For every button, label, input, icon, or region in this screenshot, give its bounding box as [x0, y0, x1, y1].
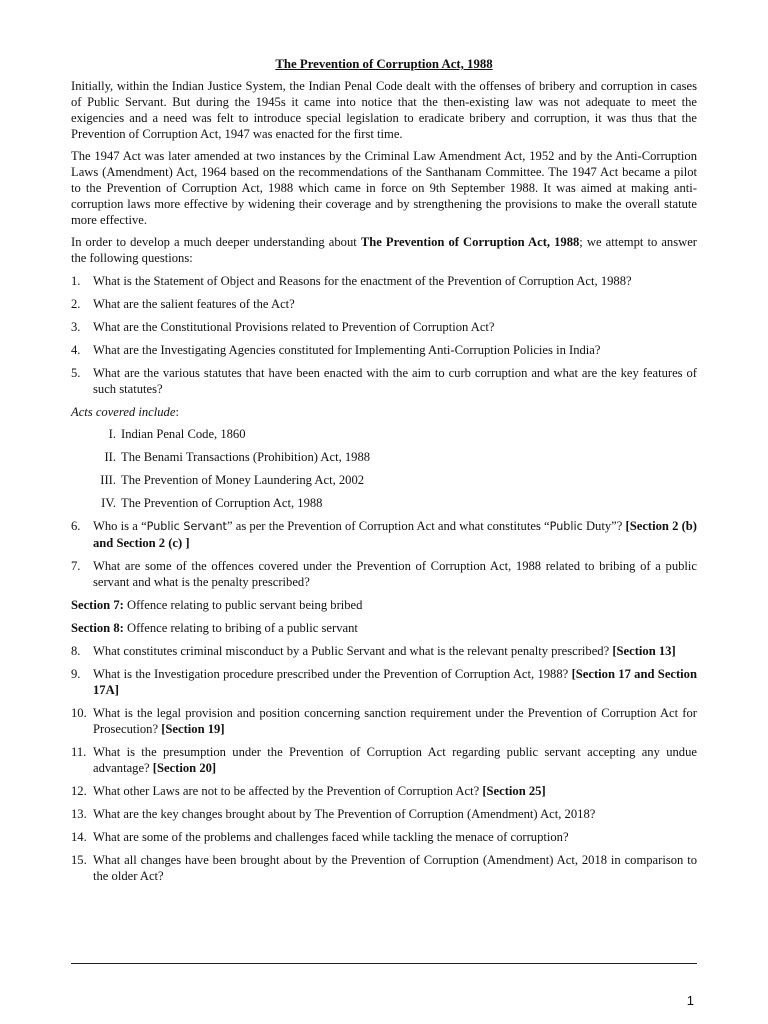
act-text: Indian Penal Code, 1860: [121, 427, 246, 441]
section-text: Offence relating to public servant being bribed: [123, 598, 363, 612]
item-text: What is the Statement of Object and Reasons for the enactment of the Prevention of Corruption Act, 1988?: [93, 274, 632, 288]
act-item: [76, 472, 697, 488]
item-question: What constitutes criminal misconduct by a Public Servant and what is the relevant penalty prescribed?: [93, 644, 613, 658]
item-number: 13.: [71, 807, 87, 821]
footer-rule: [71, 963, 697, 964]
item-question: What is the presumption under the Prevention of Corruption Act regarding public servant accepting any undue advantage?: [93, 745, 697, 775]
list-item: [71, 666, 697, 698]
item-text: What are the Investigating Agencies constituted for Implementing Anti-Corruption Policies in India?: [93, 343, 601, 357]
question-list-b: [71, 643, 697, 884]
section-reference: [Section 17 and Section 17A]: [93, 667, 697, 697]
document-page: [71, 56, 697, 891]
item-question: What is the Investigation procedure prescribed under the Prevention of Corruption Act, 1988?: [93, 667, 572, 681]
item-question: What are some of the problems and challenges faced while tackling the menace of corruption?: [93, 830, 569, 844]
q6-part-f: ”?: [611, 519, 626, 533]
item-text: [93, 705, 697, 737]
act-text: The Prevention of Money Laundering Act, 2002: [121, 473, 365, 487]
act-item: [76, 449, 697, 465]
item-text: What are the salient features of the Act?: [93, 297, 295, 311]
act-number: I.: [108, 427, 116, 441]
item-question: What is the legal provision and position concerning sanction requirement under the Prevention of Corruption Act for Prosecution?: [93, 706, 697, 736]
acts-colon: :: [175, 405, 179, 419]
q6-public: Public: [549, 520, 583, 533]
item-number: 9.: [71, 667, 81, 681]
section-8-line: [71, 620, 697, 636]
item-text: What are some of the offences covered under the Prevention of Corruption Act, 1988 related to bribing of a public servant and what is the penalty prescribed?: [93, 559, 697, 589]
list-item: [71, 783, 697, 799]
list-item: [71, 365, 697, 397]
item-text: [93, 829, 697, 845]
act-number: III.: [100, 473, 116, 487]
item-text: [93, 783, 697, 799]
item-number: 7.: [71, 559, 81, 573]
q6-part-a: Who is a “: [93, 519, 147, 533]
section-reference: [Section 13]: [612, 644, 676, 658]
intro-paragraph-2: The 1947 Act was later amended at two instances by the Criminal Law Amendment Act, 1952 and by the Anti-Corruption Laws (Amendment) Act, 1964 based on the recommendations of the Santhanam Committee. The 1947 Act became a pilot to the Prevention of Corruption Act, 1988 which came in force on 9th September 1988. It was aimed at making anti-corruption laws more effective by widening their coverage and by strengthening the provisions to make the overall statute more effective.: [71, 149, 697, 227]
acts-list: [76, 426, 697, 511]
list-item: [71, 852, 697, 884]
list-item: [71, 342, 697, 358]
section-reference: [Section 19]: [161, 722, 225, 736]
item-number: 3.: [71, 320, 81, 334]
q6-duty: Duty: [585, 519, 612, 533]
list-item: [71, 273, 697, 289]
intro-paragraph-3: [71, 234, 697, 266]
item-text: [93, 852, 697, 884]
list-item: [71, 518, 697, 551]
act-text: The Prevention of Corruption Act, 1988: [121, 496, 323, 510]
item-number: 1.: [71, 274, 81, 288]
list-item: [71, 558, 697, 590]
list-item: [71, 296, 697, 312]
section-text: Offence relating to bribing of a public servant: [123, 621, 358, 635]
item-text: What are the various statutes that have been enacted with the aim to curb corruption and what are the key features of such statutes?: [93, 366, 697, 396]
act-item: [76, 495, 697, 511]
item-number: 6.: [71, 519, 81, 533]
q6-part-c: ” as per the Prevention of Corruption Act and what constitutes “: [226, 519, 550, 533]
item-number: 15.: [71, 853, 87, 867]
item-text: [93, 518, 697, 551]
item-text: What are the Constitutional Provisions related to Prevention of Corruption Act?: [93, 320, 495, 334]
list-item: [71, 829, 697, 845]
list-item: [71, 643, 697, 659]
item-question: What other Laws are not to be affected by the Prevention of Corruption Act?: [93, 784, 483, 798]
act-name-bold: The Prevention of Corruption Act, 1988: [360, 235, 580, 249]
acts-heading: [71, 404, 697, 420]
item-number: 14.: [71, 830, 87, 844]
section-reference: [Section 2 (b) and Section 2 (c) ]: [93, 519, 697, 550]
item-number: 4.: [71, 343, 81, 357]
intro-paragraph-1: Initially, within the Indian Justice System, the Indian Penal Code dealt with the offenses of bribery and corruption in cases of Public Servant. But during the 1945s it came into notice that the then-existing law was not adequate to meet the exigencies and a need was felt to introduce special legislation to eradicate bribery and corruption, it was thus that the Prevention of Corruption Act, 1947 was enacted for the first time.: [71, 79, 697, 141]
item-number: 10.: [71, 706, 87, 720]
item-question: What are the key changes brought about by The Prevention of Corruption (Amendment) Act, 2018?: [93, 807, 596, 821]
section-7-line: [71, 597, 697, 613]
question-list-a: [71, 273, 697, 397]
item-number: 2.: [71, 297, 81, 311]
document-title: The Prevention of Corruption Act, 1988: [275, 57, 493, 71]
act-text: The Benami Transactions (Prohibition) Act, 1988: [121, 450, 371, 464]
item-text: [93, 666, 697, 698]
list-item: [71, 705, 697, 737]
item-number: 11.: [71, 745, 87, 759]
page-number: 1: [686, 993, 694, 1008]
item-text: [93, 744, 697, 776]
section-reference: [Section 25]: [482, 784, 546, 798]
acts-label: Acts covered include: [71, 405, 176, 419]
p3-text-start: In order to develop a much deeper understanding about: [71, 235, 361, 249]
act-item: [76, 426, 697, 442]
section-label: Section 8:: [71, 621, 124, 635]
item-number: 12.: [71, 784, 87, 798]
list-item: [71, 319, 697, 335]
q6-public-servant: Public Servant: [146, 520, 227, 533]
list-item: [71, 806, 697, 822]
item-number: 8.: [71, 644, 81, 658]
p3-text-end: ; we attempt to answer the following questions:: [71, 235, 697, 265]
act-number: IV.: [101, 496, 116, 510]
list-item: [71, 744, 697, 776]
item-number: 5.: [71, 366, 81, 380]
item-text: [93, 806, 697, 822]
act-number: II.: [104, 450, 116, 464]
item-text: [93, 643, 697, 659]
section-label: Section 7:: [71, 598, 124, 612]
section-reference: [Section 20]: [152, 761, 217, 775]
item-question: What all changes have been brought about by the Prevention of Corruption (Amendment) Act, 2018 in comparison to the older Act?: [93, 853, 697, 883]
